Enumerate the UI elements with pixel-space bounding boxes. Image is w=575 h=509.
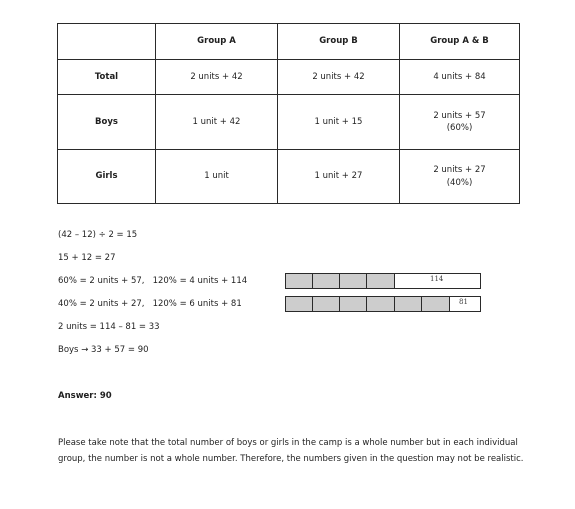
units-table	[57, 23, 520, 204]
unit-box	[339, 296, 367, 312]
unit-box	[312, 296, 340, 312]
working-line-4: 40% = 2 units + 27, 120% = 6 units + 81	[58, 299, 242, 309]
cell-girls-ab	[400, 150, 520, 204]
cell-total-a: 2 units + 42	[156, 60, 278, 95]
header-group-a: Group A	[156, 24, 278, 60]
answer-text: Answer: 90	[58, 391, 112, 401]
cell-boys-a: 1 unit + 42	[156, 95, 278, 150]
table-row	[58, 150, 520, 204]
unit-box	[285, 273, 313, 289]
unit-box	[421, 296, 450, 312]
cell-girls-ab-percent: (40%)	[446, 177, 473, 188]
cell-boys-ab	[400, 95, 520, 150]
working-line-3: 60% = 2 units + 57, 120% = 4 units + 114	[58, 276, 248, 286]
working-line-2: 15 + 12 = 27	[58, 253, 116, 263]
cell-girls-ab-value: 2 units + 27	[433, 165, 486, 176]
unit-box	[339, 273, 367, 289]
cell-boys-ab-percent: (60%)	[446, 123, 473, 133]
row-label-boys: Boys	[58, 95, 156, 150]
header-group-b: Group B	[278, 24, 400, 60]
unit-box	[394, 296, 422, 312]
row-label-girls: Girls	[58, 150, 156, 204]
cell-total-ab: 4 units + 84	[400, 60, 520, 95]
cell-total-b: 2 units + 42	[278, 60, 400, 95]
unit-box	[366, 296, 395, 312]
cell-girls-b: 1 unit + 27	[278, 150, 400, 204]
cell-boys-b: 1 unit + 15	[278, 95, 400, 150]
header-group-ab: Group A & B	[400, 24, 520, 60]
note-paragraph: Please take note that the total number of boys or girls in the camp is a whole number but in each individual group, the number is not a whole number. Therefore, the numbers given in the question may not be realistic.	[58, 438, 524, 464]
cell-boys-ab-value: 2 units + 57	[433, 110, 486, 121]
bar-label-81: 81	[459, 298, 468, 306]
bar-label-114: 114	[430, 275, 444, 283]
table-row	[58, 60, 520, 95]
table-header-row	[58, 24, 520, 60]
unit-box	[366, 273, 395, 289]
unit-box	[312, 273, 340, 289]
working-line-5: 2 units = 114 – 81 = 33	[58, 322, 160, 332]
working-line-1: (42 – 12) ÷ 2 = 15	[58, 230, 138, 240]
header-empty	[58, 24, 156, 60]
cell-girls-a: 1 unit	[156, 150, 278, 204]
unit-box	[285, 296, 313, 312]
table-row	[58, 95, 520, 150]
row-label-total: Total	[58, 60, 156, 95]
working-line-6: Boys → 33 + 57 = 90	[58, 345, 149, 355]
